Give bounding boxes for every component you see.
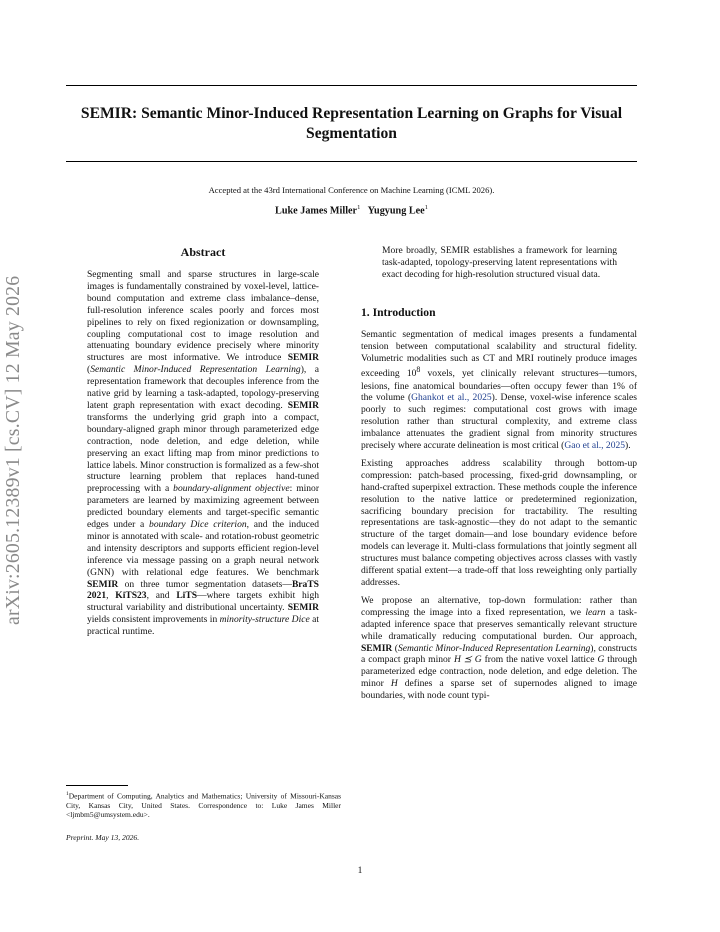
- author-affiliation-mark: 1: [424, 204, 428, 211]
- arxiv-stamp: arXiv:2605.12389v1 [cs.CV] 12 May 2026: [2, 275, 24, 625]
- author-list: [66, 204, 637, 216]
- citation-link[interactable]: Ghankot et al., 2025: [411, 392, 492, 404]
- intro-paragraph-1: Semantic segmentation of medical images presents a fundamental tension between computational scalability and structural fidelity. Volumetric modalities such as CT and MRI routinely produce images exceeding $10^8$ voxels, yet clinically relevant structures—tumors, lesions, fine anatomical boundaries—often occupy fewer than 1% of the volume (Ghankot et al., 2025). Dense, voxel-wise inference scales poorly to such regimes: computational cost grows with image resolution rather than structural complexity, and extreme class imbalance attenuates the gradient signal from minority structures precisely where accurate delineation is most critical (Gao et al., 2025).: [361, 328, 637, 452]
- page-number: 1: [357, 866, 363, 876]
- paper-title: SEMIR: Semantic Minor-Induced Representation Learning on Graphs for Visual Segmentation: [80, 105, 623, 142]
- author-affiliation-mark: 1: [357, 204, 361, 211]
- affiliation-footnote: $^1$Department of Computing, Analytics and Mathematics; University of Missouri-Kansas City, Kansas City, United States. Correspondence to: Luke James Miller <ljmbm5@umsystem.edu>.: [66, 791, 341, 820]
- title-bottom-rule: [66, 161, 637, 162]
- citation-link[interactable]: Gao et al., 2025: [564, 440, 626, 452]
- preprint-note: Preprint. May 13, 2026.: [66, 833, 140, 842]
- acceptance-note: Accepted at the 43rd International Conference on Machine Learning (ICML 2026).: [208, 185, 495, 195]
- abstract-continuation: More broadly, SEMIR establishes a framework for learning task-adapted, topology-preserving latent representations with exact decoding for high-resolution structured visual data.: [382, 245, 617, 280]
- intro-paragraph-3: We propose an alternative, top-down formulation: rather than compressing the image into a fixed representation, we learn a task-adapted inference space that preserves semantically relevant structure while dramatically reducing computational burden. Our approach, SEMIR (Semantic Minor-Induced Representation Learning), constructs a compact graph minor H ⪯ G from the native voxel lattice G through parameterized edge contraction, node deletion, and edge deletion. The minor H defines a sparse set of supernodes aligned to image boundaries, with node count typi-: [361, 594, 637, 702]
- right-column: [361, 245, 637, 708]
- footnote-rule: [66, 785, 128, 786]
- left-column: [87, 245, 319, 638]
- author-name: Yugyung Lee: [367, 205, 425, 217]
- intro-paragraph-2: Existing approaches address scalability through bottom-up compression: patch-based processing, fixed-grid downsampling, or hand-crafted superpixel extraction. These methods couple the inference resolution to the native lattice or predetermined regionization, sacrificing boundary precision for tractability. The resulting representations are task-agnostic—they do not adapt to the semantic structure of the target domain—and lose boundary evidence before models can leverage it. Multi-class formulations that jointly segment all structures must balance competing objectives across classes with vastly different spatial extent—a trade-off that loss reweighting only partially addresses.: [361, 457, 637, 589]
- section-heading-introduction: 1. Introduction: [361, 305, 436, 319]
- abstract-heading: Abstract: [180, 245, 226, 259]
- abstract-text: Segmenting small and sparse structures in large-scale images is fundamentally constrained by voxel-level, lattice-bound computation and extreme class imbalance–dense, full-resolution inference scales poorly and forces most pipelines to rely on fixed regionization or downsampling, coupling computational cost to image resolution and attenuating boundary evidence precisely where minority structures are most informative. We introduce SEMIR (Semantic Minor-Induced Representation Learning), a representation framework that decouples inference from the native grid by learning a task-adapted, topology-preserving latent graph representation with exact decoding. SEMIR transforms the underlying grid graph into a compact, boundary-aligned graph minor through parameterized edge contraction, node deletion, and edge deletion, while preserving an exact lifting map from minor predictions to lattice labels. Minor construction is formalized as a few-shot structure learning problem that replaces hand-tuned preprocessing with a boundary-alignment objective: minor parameters are learned by maximizing agreement between predicted boundary elements and target-specific semantic edges under a boundary Dice criterion, and the induced minor is annotated with scale- and rotation-robust geometric and intensity descriptors and supports efficient region-level inference via message passing on a graph neural network (GNN) with relational edge features. We benchmark SEMIR on three tumor segmentation datasets—BraTS 2021, KiTS23, and LiTS—where targets exhibit high structural variability and distributional uncertainty. SEMIR yields consistent improvements in minority-structure Dice at practical runtime.: [87, 269, 320, 638]
- author-name: Luke James Miller: [275, 205, 358, 217]
- title-top-rule: [66, 85, 637, 86]
